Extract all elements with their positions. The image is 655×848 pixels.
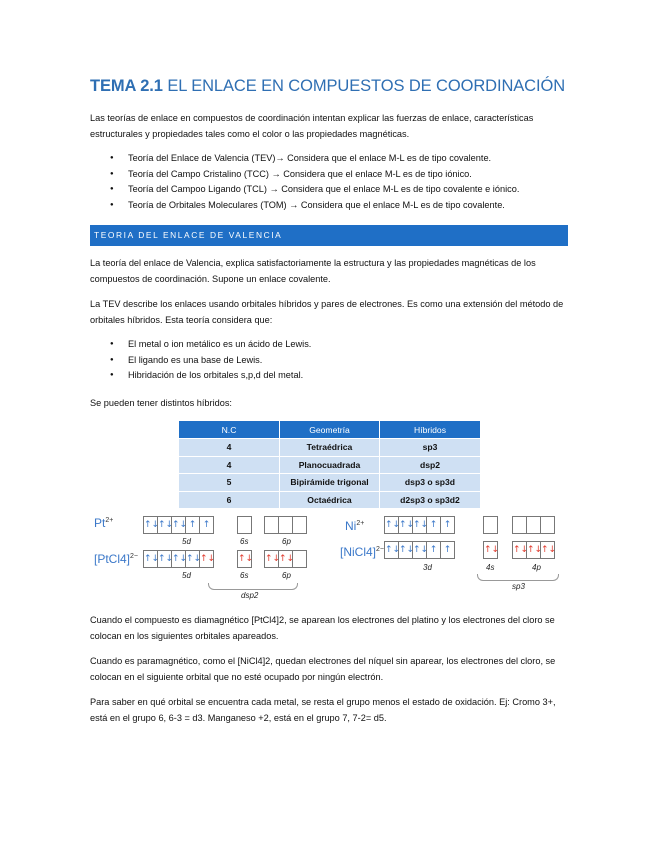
ni-3d-boxes: ↑↓ ↑↓ ↑↓ ↑ ↑ (384, 516, 454, 534)
list-item: ● Teoría del Enlace de Valencia (TEV)→ Considera que el enlace M-L es de tipo covalente. (106, 151, 519, 167)
orbital-label: 6s (240, 571, 249, 580)
orbital-label: 6p (282, 571, 291, 580)
oxidation-paragraph: Para saber en qué orbital se encuentra cada metal, se resta el grupo menos el estado de oxidación. Ej: Cromo 3+, está en el grupo 6, 6-3 = d3. Manganeso +2, está en el grupo 7, 7-2= d5. (90, 697, 556, 723)
section-header: TEORIA DEL ENLACE DE VALENCIA (90, 225, 568, 246)
orbital-label: 5d (182, 571, 191, 580)
hybrids-intro: Se pueden tener distintos híbridos: (90, 398, 232, 408)
tev-points-list (106, 337, 311, 384)
nicl4-4p-boxes: ↑↓ ↑↓ ↑↓ (512, 541, 554, 559)
ni-4s-box (483, 516, 497, 534)
list-item: ● Teoría del Campoo Ligando (TCL) → Considera que el enlace M-L es de tipo covalente e iónico. (106, 182, 519, 198)
ni-ion-label: $Ni^{2+}$ (345, 519, 365, 533)
hybrids-table (178, 420, 481, 509)
nicl4-3d-boxes: ↑↓ ↑↓ ↑↓ ↑ ↑ (384, 541, 454, 559)
ptcl4-5d-boxes: ↑↓ ↑↓ ↑↓ ↑↓ ↑↓ (143, 550, 213, 568)
table-row: 4 Planocuadrada dsp2 (179, 456, 481, 474)
nicl4-4s-box: ↑↓ (483, 541, 497, 559)
pt-ion-label: $Pt^{2+}$ (94, 516, 114, 530)
pt-6p-boxes (264, 516, 306, 534)
list-item: ● Teoría del Campo Cristalino (TCC) → Considera que el enlace M-L es de tipo iónico. (106, 167, 519, 183)
list-item: ● El metal o ion metálico es un ácido de Lewis. (106, 337, 311, 353)
hybrid-brace (477, 574, 559, 581)
list-item: ● Hibridación de los orbitales s,p,d del metal. (106, 368, 311, 384)
table-row: 4 Tetraédrica sp3 (179, 439, 481, 457)
table-header: Geometría (280, 421, 380, 439)
intro-paragraph: Las teorías de enlace en compuestos de coordinación intentan explicar las fuerzas de enlace, características estructurales y propiedades tales como el color o las propiedades magnéticas. (90, 113, 534, 139)
hybrid-brace (208, 583, 298, 590)
nicl4-ion-label: [NiCl4]$^{2-}$ (340, 545, 384, 559)
pt-6s-box (237, 516, 251, 534)
orbital-label: 3d (423, 563, 432, 572)
ptcl4-6s-box: ↑↓ (237, 550, 251, 568)
ptcl4-ion-label: [PtCl4]$^{2-}$ (94, 552, 138, 566)
hybrid-label: sp3 (512, 582, 525, 591)
pt-5d-boxes: ↑↓ ↑↓ ↑↓ ↑ ↑ (143, 516, 213, 534)
table-row: 6 Octaédrica d2sp3 o sp3d2 (179, 491, 481, 509)
orbital-label: 6p (282, 537, 291, 546)
diamagnetic-paragraph: Cuando el compuesto es diamagnético [PtCl4]2, se aparean los electrones del platino y los electrones del cloro se colocan en los siguientes orbitales apareados. (90, 615, 555, 641)
table-header: Híbridos (380, 421, 481, 439)
orbital-label: 4p (532, 563, 541, 572)
paramagnetic-paragraph: Cuando es paramagnético, como el [NiCl4]2, quedan electrones del níquel sin aparear, los electrones del cloro, se colocan en el siguiente orbital que no esté ocupado por ningún electrón. (90, 656, 556, 682)
page-title: TEMA 2.1 EL ENLACE EN COMPUESTOS DE COORDINACIÓN (90, 77, 566, 95)
table-header: N.C (179, 421, 280, 439)
list-item: ● El ligando es una base de Lewis. (106, 353, 311, 369)
theories-list (106, 151, 519, 213)
table-row: 5 Bipirámide trigonal dsp3 o sp3d (179, 474, 481, 492)
tev-paragraph-2: La TEV describe los enlaces usando orbitales híbridos y pares de electrones. Es como una extensión del método de orbitales híbridos. Esta teoría considera que: (90, 299, 564, 325)
hybrid-label: dsp2 (241, 591, 259, 600)
orbital-label: 6s (240, 537, 249, 546)
tev-paragraph-1: La teoría del enlace de Valencia, explica satisfactoriamente la estructura y las propiedades magnéticas de los compuestos de coordinación. Supone un enlace covalente. (90, 258, 536, 284)
orbital-label: 5d (182, 537, 191, 546)
ptcl4-6p-boxes: ↑↓ ↑↓ (264, 550, 306, 568)
ni-4p-boxes (512, 516, 554, 534)
list-item: ● Teoría de Orbitales Moleculares (TOM) → Considera que el enlace M-L es de tipo covalente. (106, 198, 519, 214)
orbital-label: 4s (486, 563, 495, 572)
